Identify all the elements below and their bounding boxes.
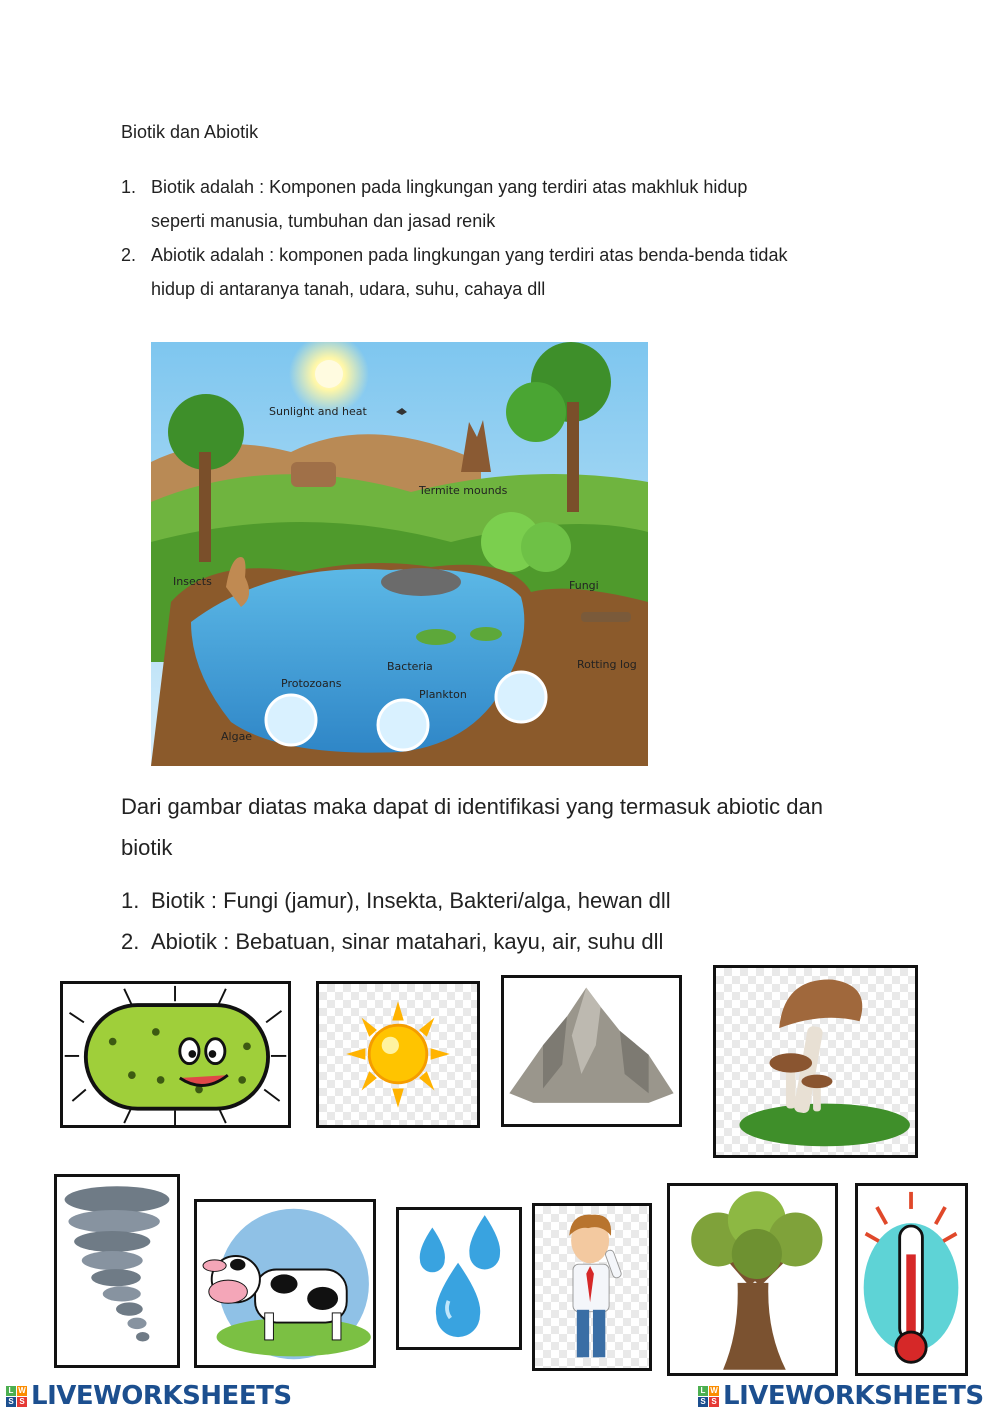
tree-icon xyxy=(670,1186,835,1373)
answer-text: Biotik : Fungi (jamur), Insekta, Bakteri/alga, hewan dll xyxy=(151,888,671,913)
bacteria-card[interactable] xyxy=(60,981,291,1128)
tree-card[interactable] xyxy=(667,1183,838,1376)
label-protozoans: Protozoans xyxy=(281,677,342,690)
thermometer-icon xyxy=(858,1186,965,1373)
label-termite: Termite mounds xyxy=(419,484,508,497)
label-bacteria: Bacteria xyxy=(387,660,433,673)
brand-logo-icon: L W S S xyxy=(6,1386,27,1407)
label-sunlight: Sunlight and heat xyxy=(269,405,367,418)
list-number: 1. xyxy=(121,888,140,913)
mountain-icon xyxy=(504,978,679,1124)
identification-intro xyxy=(121,786,901,868)
list-number: 2. xyxy=(121,245,137,265)
ecosystem-illustration xyxy=(151,342,648,766)
definition-text: hidup di antaranya tanah, udara, suhu, cahaya dll xyxy=(151,279,546,299)
sun-icon xyxy=(319,984,477,1125)
answer-abiotik xyxy=(121,921,901,962)
cow-icon xyxy=(197,1202,373,1365)
thermometer-card[interactable] xyxy=(855,1183,968,1376)
list-number: 1. xyxy=(121,177,137,197)
answer-biotik xyxy=(121,880,901,921)
definition-biotik xyxy=(121,170,881,238)
definition-abiotik xyxy=(121,238,881,306)
mushroom-icon xyxy=(716,968,915,1155)
answer-text: Abiotik : Bebatuan, sinar matahari, kayu, air, suhu dll xyxy=(151,929,664,954)
bacteria-icon xyxy=(63,984,288,1125)
brand-logo-icon: L W S S xyxy=(698,1386,719,1407)
brand-left[interactable] xyxy=(6,1381,292,1411)
brand-name: LIVEWORKSHEETS xyxy=(31,1381,292,1411)
brand-right[interactable] xyxy=(698,1381,984,1411)
label-insects: Insects xyxy=(173,575,212,588)
mushroom-card[interactable] xyxy=(713,965,918,1158)
cow-card[interactable] xyxy=(194,1199,376,1368)
label-fungi: Fungi xyxy=(569,579,599,592)
tornado-icon xyxy=(57,1177,177,1365)
page-title: Biotik dan Abiotik xyxy=(121,122,259,142)
intro-text: Dari gambar diatas maka dapat di identifikasi yang termasuk abiotic dan xyxy=(121,794,823,819)
tornado-card[interactable] xyxy=(54,1174,180,1368)
intro-text: biotik xyxy=(121,835,173,860)
label-algae: Algae xyxy=(221,730,253,743)
brand-name: LIVEWORKSHEETS xyxy=(723,1381,984,1411)
boy-icon xyxy=(535,1206,649,1368)
definition-list xyxy=(121,170,881,306)
list-number: 2. xyxy=(121,929,140,954)
answer-list xyxy=(121,880,901,962)
sun-card[interactable] xyxy=(316,981,480,1128)
label-rotting-log: Rotting log xyxy=(577,658,637,671)
water-drop-icon xyxy=(399,1210,519,1347)
definition-text: seperti manusia, tumbuhan dan jasad renik xyxy=(151,211,496,231)
definition-text: Biotik adalah : Komponen pada lingkungan yang terdiri atas makhluk hidup xyxy=(151,177,748,197)
definition-text: Abiotik adalah : komponen pada lingkungan yang terdiri atas benda-benda tidak xyxy=(151,245,788,265)
boy-card[interactable] xyxy=(532,1203,652,1371)
label-plankton: Plankton xyxy=(419,688,467,701)
water-drops-card[interactable] xyxy=(396,1207,522,1350)
mountain-card[interactable] xyxy=(501,975,682,1127)
